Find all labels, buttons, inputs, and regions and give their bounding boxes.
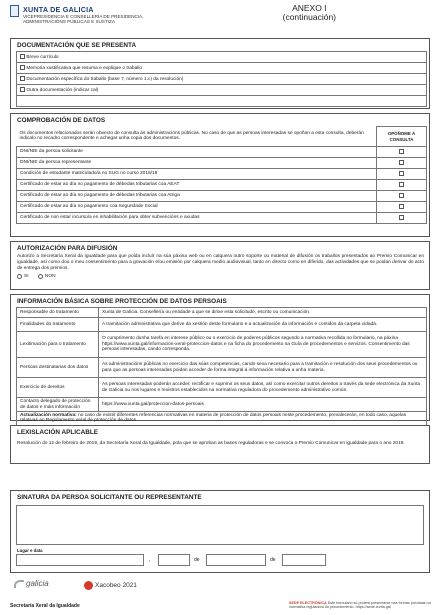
- table-row: Contacto delegado de protección de datos e máis información https://www.xunta.gal/proteccion-datos-persoais: [17, 398, 427, 412]
- signature-title: SINATURA DA PERSOA SOLICITANTE OU REPRESENTANTE: [17, 494, 202, 501]
- table-row: DNI/NIE da persoa representante: [17, 158, 427, 169]
- table-row: DNI/NIE da persoa solicitante: [17, 147, 427, 158]
- galicia-logo: galicia: [14, 579, 49, 588]
- legislation-text: Resolución do 12 de febreiro de 2019, da Secretaría Xeral da Igualdade, pola que se aproban as bases reguladoras e se convoca o Premio Comunicar en igualdade para o ano 2019.: [17, 441, 405, 446]
- documentation-title: DOCUMENTACIÓN QUE SE PRESENTA: [17, 42, 137, 49]
- table-row: Memoria xustificativa que resuma e explique o traballo: [17, 63, 427, 74]
- verification-table: [16, 126, 427, 224]
- oppose-checkbox[interactable]: [399, 215, 404, 220]
- table-row: Outra documentación (indicar cal): [17, 85, 427, 96]
- table-row: [17, 127, 427, 147]
- galicia-mark-icon: [14, 580, 24, 588]
- table-row: Certificado de estar ao día no pagamento de débedas tributarias coa AEAT: [17, 180, 427, 191]
- table-row: Exercicio de dereitos As persoas interesadas poderán acceder, rectificar e suprimir os seus datos, así como exercitar outros dereitos a través da sede electrónica da Xunta de Galicia ou nos lugares e rexistros establecidos na normativa reguladora do procedemento administrativo común.: [17, 378, 427, 398]
- oppose-checkbox[interactable]: [399, 160, 404, 165]
- table-row: [17, 412, 427, 426]
- authorization-choice: SI NON: [11, 271, 429, 283]
- documentation-table: [16, 51, 427, 107]
- date-row: , de de: [16, 554, 424, 570]
- documentation-panel: [10, 38, 430, 109]
- footer-sede-note: SEDE ELECTRÓNICA Este formulario só poderá presentarse nas formas previstas na normativa reguladora do procedemento. https://sede.xunta.gal: [289, 601, 431, 610]
- year-field[interactable]: [282, 554, 326, 566]
- doc-checkbox[interactable]: [20, 54, 25, 59]
- xacobeo-mark-icon: [84, 581, 93, 590]
- department-name: VICEPRESIDENCIA E CONSELLERÍA DE PRESIDENCIA, ADMINISTRACIÓNS PÚBLICAS E XUSTIZA: [23, 14, 144, 25]
- other-doc-field[interactable]: [17, 96, 427, 107]
- form-header: [10, 4, 430, 32]
- legislation-title: LEXISLACIÓN APLICABLE: [17, 429, 99, 436]
- legislation-panel: [10, 425, 430, 464]
- radio-yes[interactable]: [17, 274, 22, 279]
- xunta-crest-icon: [10, 5, 19, 17]
- oppose-checkbox[interactable]: [399, 193, 404, 198]
- privacy-footnote: Actualización normativa: no caso de existir diferentes referencias normativas en materia de protección de datos persoais neste procedemento, prevalecerán, en todo caso, aquelas relativas ao Regulamento xeral de protección de datos.: [17, 412, 427, 426]
- table-row: Lexitimación para o tratamento O cumprimento dunha tarefa en interese público ou o exercicio de poderes públicos segundo a normativa recollida no formulario, na páxina https://www.xunta.gal/informacion-xeral-proteccion-datos e na ficha do procedemento na Guía de procedementos e servizos. Consentimento das persoas interesadas, cando corresponda.: [17, 332, 427, 358]
- authorization-panel: [10, 241, 430, 290]
- annex-label: ANEXO I (continuación): [282, 3, 336, 22]
- doc-checkbox[interactable]: [20, 65, 25, 70]
- table-row: Certificado de non estar incurso/a en inhabilitación para obter subvencións e axudas: [17, 213, 427, 224]
- table-row: Persoas destinatarias dos datos As administracións públicas no exercicio das súas competencias, cando sexa necesario para a tramitación e resolución dos seus procedementos ou para que as persoas interesadas poidan acceder de forma integral á información relativa a unha materia.: [17, 358, 427, 378]
- month-field[interactable]: [206, 554, 266, 566]
- verification-intro: Os documentos relacionados serán obxecto de consulta ás administracións públicas. No caso de que as persoas interesadas se opoñan a esta consulta, deberán indicalo no recadro correspondente e achegar unha copia dos documentos.: [17, 127, 377, 147]
- xacobeo-logo: Xacobeo 2021: [84, 581, 137, 590]
- oppose-checkbox[interactable]: [399, 171, 404, 176]
- day-field[interactable]: [158, 554, 190, 566]
- privacy-title: INFORMACIÓN BÁSICA SOBRE PROTECCIÓN DE DATOS PERSOAIS: [17, 298, 227, 305]
- footer-organization: Secretaría Xeral da Igualdade: [10, 603, 80, 609]
- privacy-table: [16, 307, 427, 426]
- signature-box[interactable]: [16, 505, 424, 545]
- verification-panel: [10, 113, 430, 237]
- table-row: Finalidades do tratamento A tramitación administrativa que derive da xestión deste formulario e a actualización da información e contidos da carpeta cidadá.: [17, 318, 427, 332]
- oppose-checkbox[interactable]: [399, 204, 404, 209]
- table-row: [17, 96, 427, 107]
- oppose-checkbox[interactable]: [399, 182, 404, 187]
- table-row: Responsable do tratamento Xunta de Galicia. Consellería ou entidade a que se dirixe esta solicitude, escrito ou comunicación.: [17, 308, 427, 318]
- authorization-title: AUTORIZACIÓN PARA DIFUSIÓN: [17, 245, 118, 252]
- verification-title: COMPROBACIÓN DE DATOS: [17, 117, 106, 124]
- doc-checkbox[interactable]: [20, 76, 25, 81]
- oppose-checkbox[interactable]: [399, 149, 404, 154]
- table-row: Documentación específica do traballo (base 7, número 1.c) da resolución): [17, 74, 427, 85]
- table-row: Certificado de estar ao día no pagamento coa Seguridade Social: [17, 202, 427, 213]
- oppose-header: OPÓÑOME Á CONSULTA: [377, 127, 427, 147]
- privacy-panel: [10, 294, 430, 424]
- place-field[interactable]: [16, 554, 144, 566]
- place-date-label: Lugar e data: [17, 548, 43, 553]
- authorization-text: Autorizo a Secretaría Xeral da Igualdade para que poida incluír na súa páxina web ou en calquera outro soporte ou material de difusión os traballos presentados ao Premio Comunicar en igualdade, así como dou o meu consentimento para a gravación e/ou emisión por calquera medio audiovisual, tanto en directo como en diferido, das actividades que se poidan derivar do acto de entrega dos premios.: [17, 254, 424, 271]
- footer-logos: [14, 579, 414, 597]
- table-row: Breve currículo: [17, 52, 427, 63]
- table-row: Certificado de estar ao día no pagamento de débedas tributarias coa Atriga: [17, 191, 427, 202]
- doc-checkbox[interactable]: [20, 87, 25, 92]
- radio-no[interactable]: [38, 274, 43, 279]
- brand-name: XUNTA DE GALICIA: [23, 5, 94, 14]
- table-row: Condición de estudante matriculado/a no SUG no curso 2018/19: [17, 169, 427, 180]
- signature-panel: [10, 490, 430, 573]
